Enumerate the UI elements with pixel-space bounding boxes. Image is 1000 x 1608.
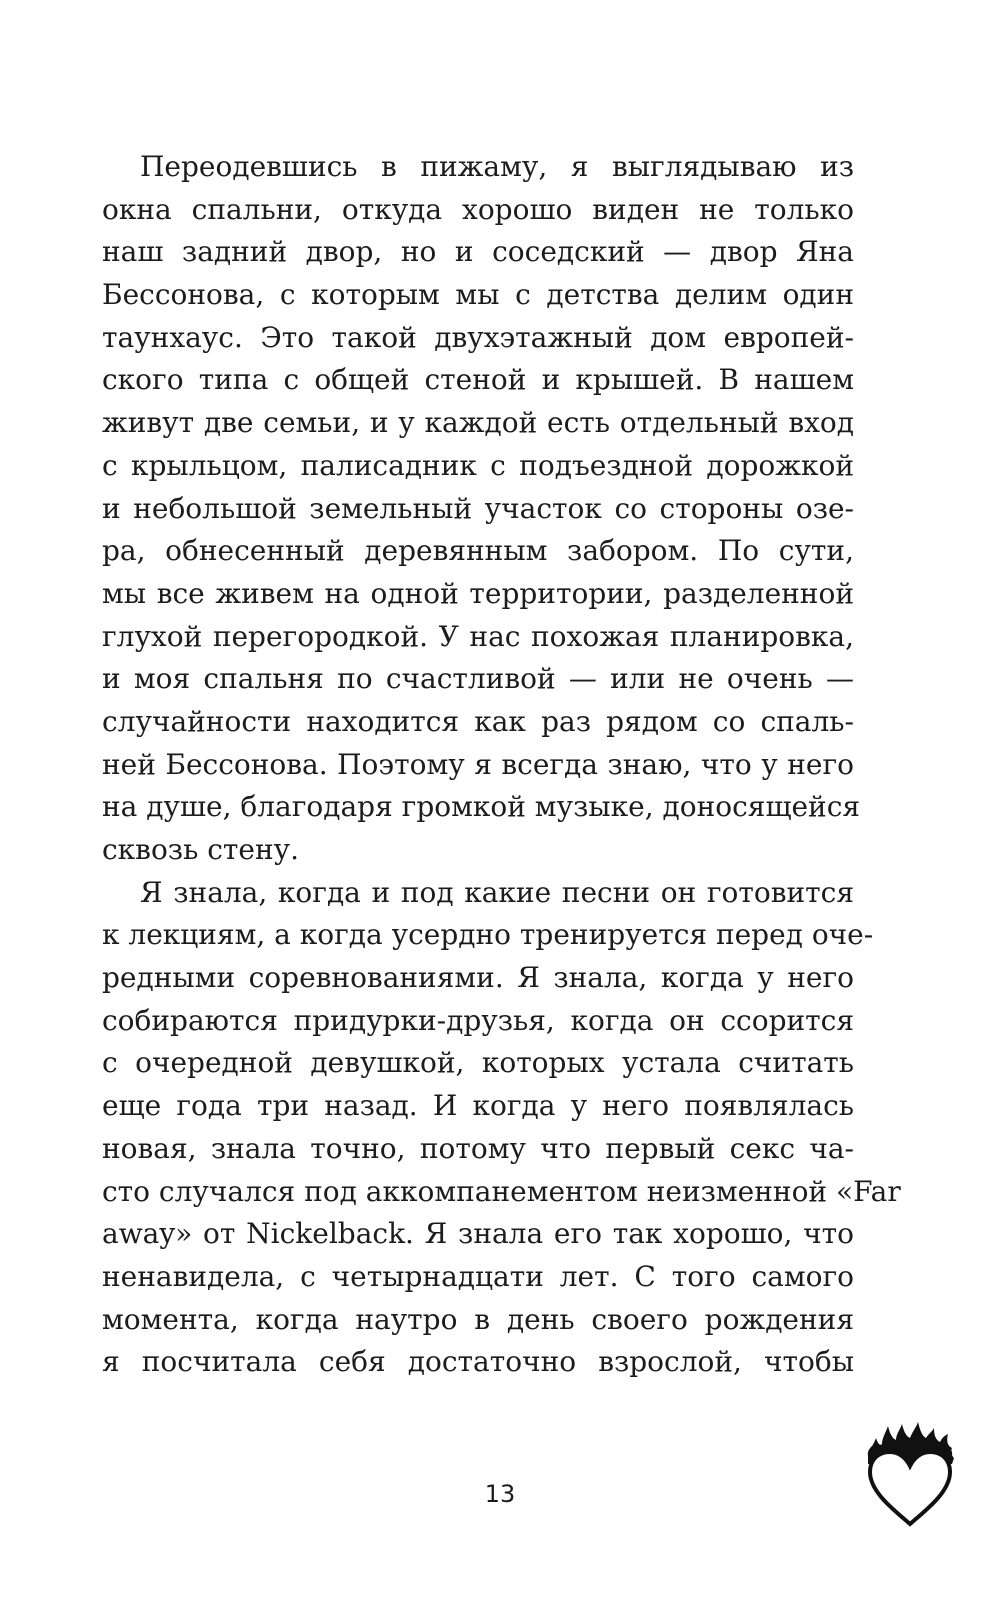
text-line: момента, когда наутро в день своего рождения — [102, 1302, 854, 1336]
text-line: ра, обнесенный деревянным забором. По сути, — [102, 534, 854, 568]
text-line: с крыльцом, палисадник с подъездной дорожкой — [102, 448, 854, 482]
text-line: глухой перегородкой. У нас похожая планировка, — [102, 619, 854, 653]
text-line: и моя спальня по счастливой — или не очень — — [102, 662, 854, 696]
text-line: случайности находится как раз рядом со спаль- — [102, 704, 854, 738]
text-line: еще года три назад. И когда у него появлялась — [102, 1089, 854, 1123]
text-line: сто случался под аккомпанементом неизменной «Far — [102, 1174, 901, 1208]
text-line: Бессонова, с которым мы с детства делим один — [102, 278, 854, 312]
text-line: живут две семьи, и у каждой есть отдельный вход — [102, 406, 854, 440]
flaming-heart-icon — [864, 1420, 956, 1528]
text-line: таунхаус. Это такой двухэтажный дом европей- — [102, 320, 854, 354]
text-line: новая, знала точно, потому что первый секс ча- — [102, 1131, 854, 1165]
text-line: away» от Nickelback. Я знала его так хорошо, что — [102, 1217, 854, 1251]
text-line: мы все живем на одной территории, разделенной — [102, 576, 854, 610]
text-line: на душе, благодаря громкой музыке, доносящейся — [102, 790, 861, 824]
text-line: наш задний двор, но и соседский — двор Яна — [102, 235, 854, 269]
text-line: я посчитала себя достаточно взрослой, чтобы — [102, 1345, 854, 1379]
text-line: Я знала, когда и под какие песни он готовится — [140, 875, 854, 909]
body-text — [102, 146, 901, 1384]
text-line: окна спальни, откуда хорошо виден не только — [102, 192, 854, 226]
text-line: и небольшой земельный участок со стороны озе- — [102, 491, 854, 525]
text-line: с очередной девушкой, которых устала считать — [102, 1046, 854, 1080]
text-line: ского типа с общей стеной и крышей. В нашем — [102, 363, 854, 397]
text-line: редными соревнованиями. Я знала, когда у него — [102, 961, 854, 995]
text-line: сквозь стену. — [102, 833, 299, 866]
text-line: к лекциям, а когда усердно тренируется перед оче- — [102, 918, 874, 952]
text-line: ней Бессонова. Поэтому я всегда знаю, что у него — [102, 747, 854, 781]
text-line: собираются придурки-друзья, когда он ссорится — [102, 1003, 854, 1037]
page-number: 13 — [484, 1480, 516, 1508]
text-line: Переодевшись в пижаму, я выглядываю из — [140, 150, 854, 183]
text-line: ненавидела, с четырнадцати лет. С того самого — [102, 1259, 854, 1293]
